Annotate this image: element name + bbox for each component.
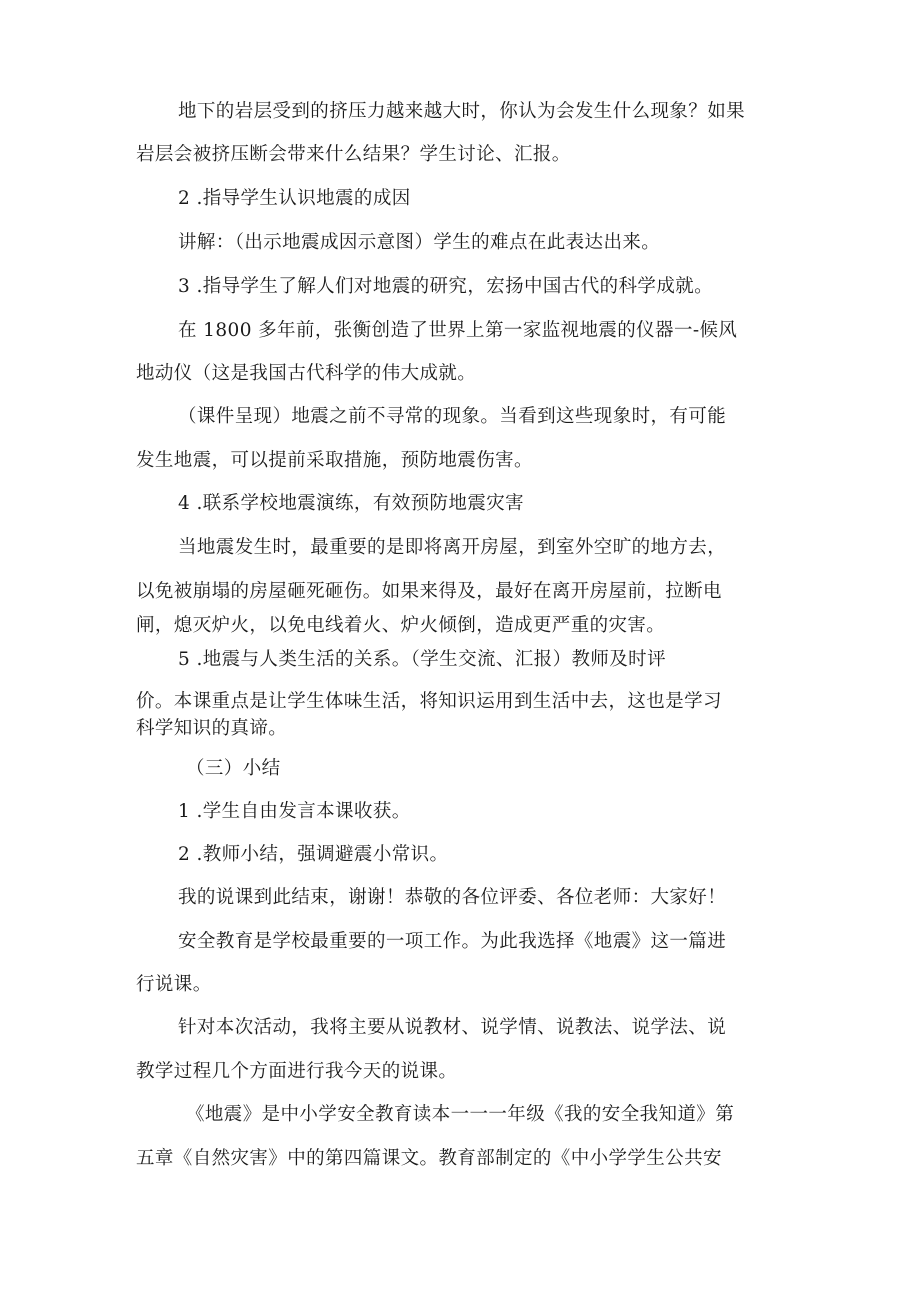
- text-line: 岩层会被挤压断会带来什么结果？学生讨论、汇报。: [136, 144, 571, 165]
- text-line: 针对本次活动，我将主要从说教材、说学情、说教法、说学法、说: [178, 1017, 727, 1038]
- text-line: 发生地震，可以提前采取措施，预防地震伤害。: [136, 450, 533, 471]
- text-line: （课件呈现）地震之前不寻常的现象。当看到这些现象时，有可能: [178, 406, 727, 427]
- list-item: 2 .指导学生认识地震的成因: [178, 188, 411, 209]
- text-line: 科学知识的真谛。: [136, 718, 288, 739]
- text-line: 讲解：（出示地震成因示意图）学生的难点在此表达出来。: [178, 232, 661, 253]
- text-line: 价。本课重点是让学生体味生活，将知识运用到生活中去，这也是学习: [136, 691, 722, 712]
- list-item: 4 .联系学校地震演练，有效预防地震灾害: [178, 493, 525, 514]
- text-line: 我的说课到此结束，谢谢！恭敬的各位评委、各位老师：大家好！: [178, 887, 727, 908]
- list-item: 3 .指导学生了解人们对地震的研究，宏扬中国古代的科学成就。: [178, 276, 714, 297]
- text-line: 地下的岩层受到的挤压力越来越大时，你认为会发生什么现象？如果: [178, 101, 746, 122]
- text-line: 闸，熄灭炉火，以免电线着火、炉火倾倒，造成更严重的灾害。: [136, 615, 666, 636]
- text-line: 教学过程几个方面进行我今天的说课。: [136, 1061, 458, 1082]
- text-line: 当地震发生时，最重要的是即将离开房屋，到室外空旷的地方去，: [178, 537, 727, 558]
- list-item: 1 .学生自由发言本课收获。: [178, 801, 411, 822]
- section-heading: （三）小结: [186, 758, 281, 779]
- text-line: 地动仪（这是我国古代科学的伟大成就。: [136, 363, 477, 384]
- text-line: 五章《自然灾害》中的第四篇课文。教育部制定的《中小学学生公共安: [136, 1148, 722, 1169]
- text-line: 《地震》是中小学安全教育读本一一一年级《我的安全我知道》第: [186, 1104, 735, 1125]
- list-item: 2 .教师小结，强调避震小常识。: [178, 844, 449, 865]
- text-line: 以免被崩塌的房屋砸死砸伤。如果来得及，最好在离开房屋前，拉断电: [136, 581, 722, 602]
- text-line: 安全教育是学校最重要的一项工作。为此我选择《地震》这一篇进: [178, 931, 727, 952]
- text-line: 行说课。: [136, 974, 212, 995]
- list-item: 5 .地震与人类生活的关系。（学生交流、汇报）教师及时评: [178, 649, 666, 670]
- text-line: 在 1800 多年前，张衡创造了世界上第一家监视地震的仪器一-候风: [178, 320, 738, 341]
